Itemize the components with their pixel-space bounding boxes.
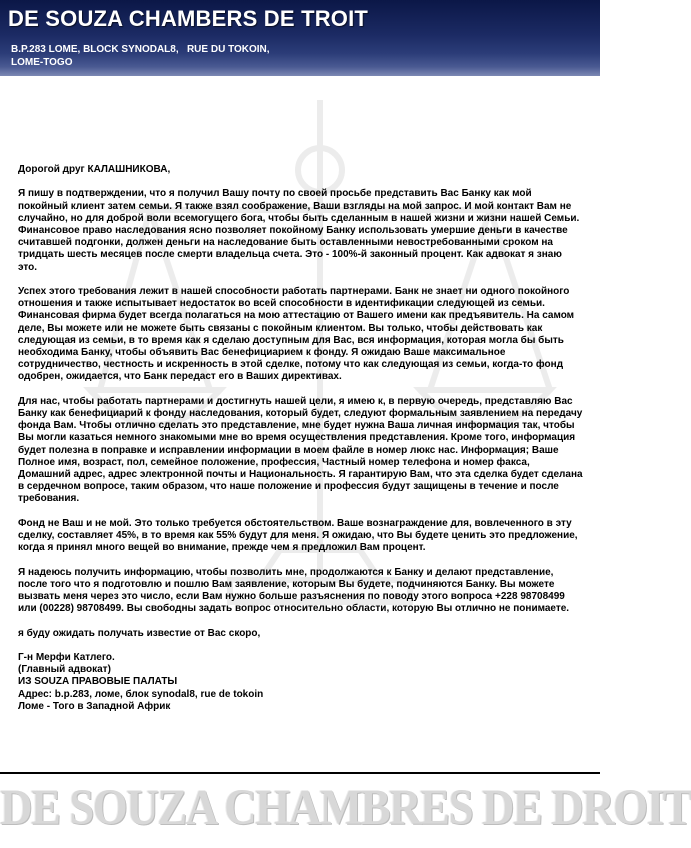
greeting: Дорогой друг КАЛАШНИКОВА, <box>18 164 171 175</box>
firm-title: DE SOUZA CHAMBERS DE TROIT <box>8 6 369 31</box>
footer-divider <box>0 772 600 774</box>
signer-name: Г-н Мерфи Катлего. <box>18 652 115 664</box>
signer-address: Адрес: b.p.283, ломе, блок synodal8, rue de tokoin <box>18 688 264 700</box>
signer-firm: ИЗ SOUZA ПРАВОВЫЕ ПАЛАТЫ <box>18 676 178 688</box>
paragraph: Для нас, чтобы работать партнерами и достигнуть нашей цели, я имею к, в первую очередь, представляю Вас Банку как бенефициарий к фонду наследования, который будет, следуют формальным заявлением на передачу фонда Вам. Чтобы отлично сделать это представление, мне будет нужна Ваша личная информация так, чтобы Вы могли казаться немного знакомыми мне во время осуществления представления. Кроме того, информация будет полезна в поправке и исправлении информации в моем файле в номер люкс нас. Информация; Ваше Полное имя, возраст, пол, семейное положение, профессия, Частный номер телефона и номер факса, Домашний адрес, адрес электронной почты и Национальность. Я гарантирую Вам, что эта сделка будет сделана в сердечном вопросе, таким образом, что наше положение и профессия будут защищены в течение и после требования. <box>18 395 583 505</box>
address-line-1: B.P.283 LOME, BLOCK SYNODAL8, RUE DU TOKOIN, <box>11 44 270 55</box>
signer-role: (Главный адвокат) <box>18 664 111 676</box>
letter-body <box>18 164 583 713</box>
signer-location: Ломе - Того в Западной Африк <box>18 700 171 712</box>
paragraph: Фонд не Ваш и не мой. Это только требуется обстоятельством. Ваше вознаграждение для, вовлеченного в эту сделку, составляет 45%, в то время как 55% будут для меня. Я ожидаю, что Вы будете ценить это предложение, когда я принял много вещей во внимание, прежде чем я предложил Вам процент. <box>18 517 578 554</box>
closing: я буду ожидать получать известие от Вас скоро, <box>18 627 261 639</box>
footer-firm-name: DE SOUZA CHAMBRES DE DROIT <box>0 779 691 836</box>
paragraph: Я надеюсь получить информацию, чтобы позволить мне, продолжаются к Банку и делают представление, после того что я подготовлю и пошлю Вам заявление, которым Вы будете, подчиняются Банку. Вы можете вызвать меня через это число, если Вам нужно больше разъяснения по поводу этого вопроса +228 98708499 или (00228) 98708499. Вы свободны задать вопрос относительно области, которую Вы отлично не понимаете. <box>18 566 570 615</box>
paragraph: Успех этого требования лежит в нашей способности работать партнерами. Банк не знает ни одного покойного отношения и также испытывает недостаток во всей способности в идентификации следующей из семьи. Финансовая фирма будет всегда полагаться на мою аттестацию от Вашего имени как предъявитель. На самом деле, Вы можете или не можете быть связаны с покойным клиентом. Вы только, чтобы действовать как следующая из семьи, в то время как я сделаю доступным для Вас, вся информация, которая могла бы быть необходима Банку, чтобы объявить Вас бенефициарием к фонду. Я ожидаю Ваше максимальное сотрудничество, честность и искренность в этой сделке, потому что как следующая из семьи, когда-то фонд одобрен, ожидается, что Банк передаст его в Ваших директивах. <box>18 286 575 383</box>
paragraph: Я пишу в подтверждении, что я получил Вашу почту по своей просьбе представить Вас Банку как мой покойный клиент затем семьи. Я также взял соображение, Ваши взгляды на мой запрос. И мой контакт Вам не случайно, но для доброй воли всемогущего бога, чтобы быть сделанным в нашей жизни и жизни нашей Семьи. Финансовое право наследования ясно позволяет покойному Банку использовать умершие деньги в качестве считавшей подгонки, должен деньги на наследование быть оставленными невостребованными сроком на тридцать шесть месяцев после смерти владельца счета. Это - 100%-й законный процент. Как адвокат я знаю это. <box>18 188 580 273</box>
address-line-2: LOME-TOGO <box>11 57 73 68</box>
signature-block <box>18 652 583 713</box>
